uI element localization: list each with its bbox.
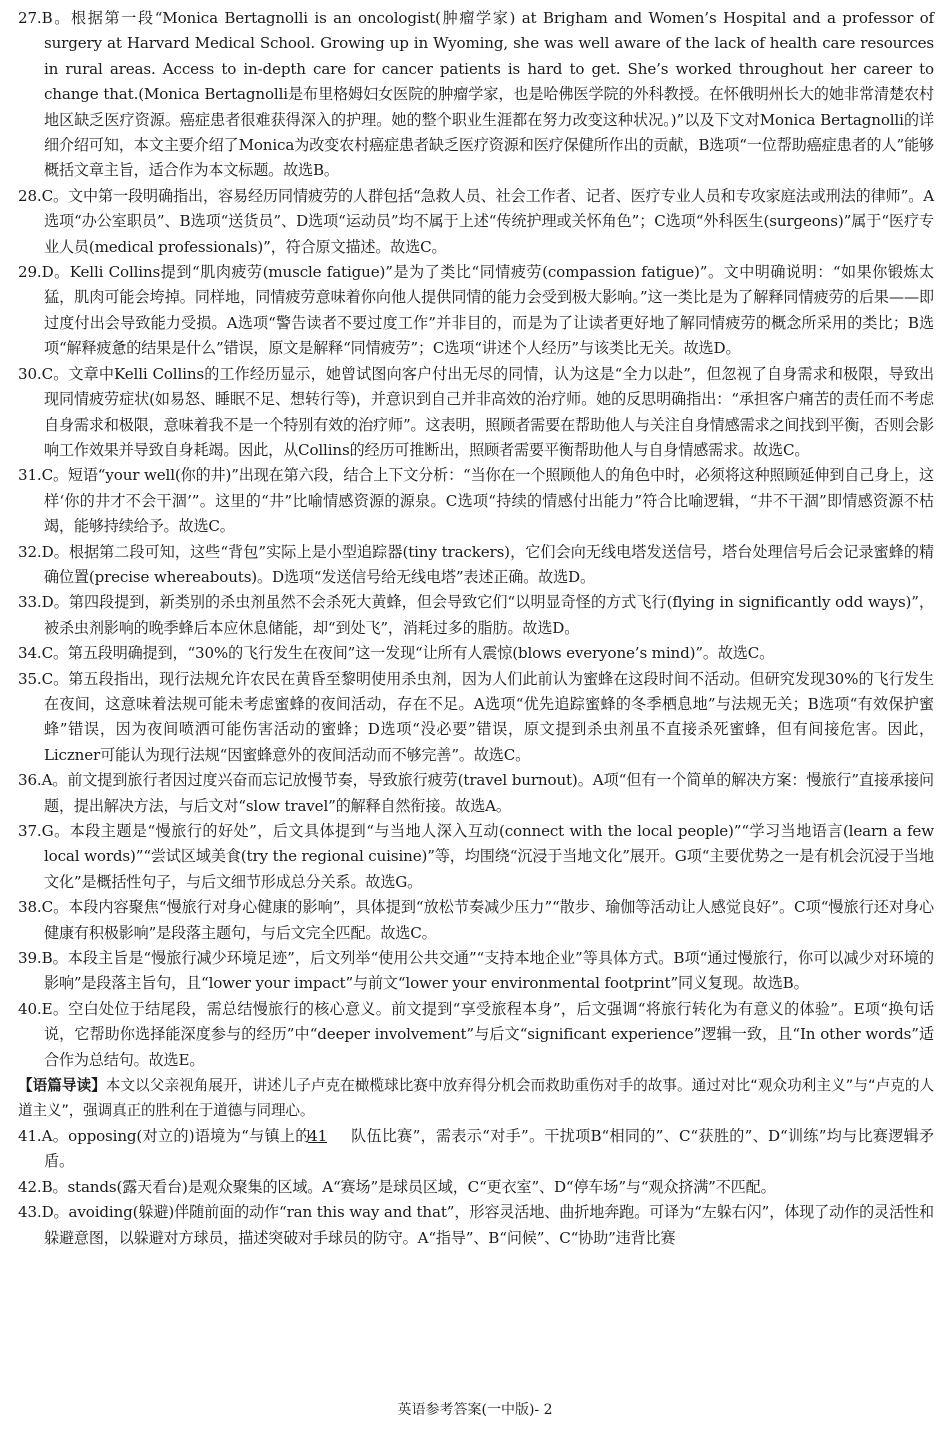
item-text: G。本段主题是“慢旅行的好处”，后文具体提到“与当地人深入互动(connect with the local people)”“学习当地语言(learn a few local words)”“尝试区域美食(try the regional cuisine)”等，均围绕“沉浸于当地文化”展开。G项“主要优势之一是有机会沉浸于当地文化”是概括性句子，与后文细节形成总分关系。故选G。: [41, 822, 934, 891]
answer-item: [18, 1124, 934, 1175]
item-number: 38.: [18, 898, 42, 917]
item-number: 29.: [18, 263, 42, 282]
item-number: 36.: [18, 771, 42, 790]
answer-item: [18, 6, 934, 184]
item-number: 35.: [18, 669, 42, 688]
answer-item: [18, 184, 934, 260]
item-text: B。根据第一段“Monica Bertagnolli is an oncologist(肿瘤学家) at Brigham and Women’s Hospital and a professor of surgery at Harvard Medical School. Growing up in Wyoming, she was well aware of the lack of health care resources in rural areas. Access to in-depth care for cancer patients is hard to get. She’s worked throughout her career to change that.(Monica Bertagnolli是布里格姆妇女医院的肿瘤学家，也是哈佛医学院的外科教授。在怀俄明州长大的她非常清楚农村地区缺乏医疗资源。癌症患者很难获得深入的护理。她的整个职业生涯都在努力改变这种状况。)”以及下文对Monica Bertagnolli的详细介绍可知，本文主要介绍了Monica为改变农村癌症患者缺乏医疗资源和医疗保健所作出的贡献，B选项“一位帮助癌症患者的人”能够概括文章主旨，适合作为本文标题。故选B。: [41, 9, 934, 180]
item-text: B。本段主旨是“慢旅行减少环境足迹”，后文列举“使用公共交通”“支持本地企业”等具体方式。B项“通过慢旅行，你可以减少对环境的影响”是段落主旨句，且“lower your impact”与前文“lower your environmental footprint”同义复现。故选B。: [41, 949, 934, 993]
guide-text: 本文以父亲视角展开，讲述儿子卢克在橄榄球比赛中放弃得分机会而救助重伤对手的故事。通过对比“观众功利主义”与“卢克的人道主义”，强调真正的胜利在于道德与同理心。: [18, 1077, 934, 1120]
answer-item: [18, 590, 934, 641]
item-number: 41.: [18, 1126, 42, 1145]
item-text: B。stands(露天看台)是观众聚集的区域。A“赛场”是球员区域，C“更衣室”、D“停车场”与“观众挤满”不匹配。: [41, 1177, 776, 1196]
answer-item: [18, 819, 934, 895]
item-number: 43.: [18, 1203, 42, 1222]
item-text: C。第五段明确提到，“30%的飞行发生在夜间”这一发现“让所有人震惊(blows everyone’s mind)”。故选C。: [41, 644, 775, 663]
item-text-pre: A。opposing(对立的)语境为“与镇上的: [41, 1126, 311, 1145]
item-number: 28.: [18, 186, 42, 205]
answer-item: [18, 1200, 934, 1251]
item-number: 30.: [18, 364, 42, 383]
answer-item: [18, 463, 934, 539]
item-number: 32.: [18, 542, 42, 561]
item-number: 31.: [18, 466, 42, 485]
answer-list: [18, 6, 934, 1251]
answer-item: [18, 641, 934, 666]
answer-item: [18, 1175, 934, 1200]
answer-item: [18, 768, 934, 819]
item-text: C。本段内容聚焦“慢旅行对身心健康的影响”，具体提到“放松节奏减少压力”“散步、瑜伽等活动让人感觉良好”。C项“慢旅行还对身心健康有积极影响”是段落主题句，与后文完全匹配。故选C。: [41, 898, 934, 942]
passage-guide: [18, 1073, 934, 1124]
item-text: C。短语“your well(你的井)”出现在第六段，结合上下文分析：“当你在一个照顾他人的角色中时，必须将这种照顾延伸到自己身上，这样‘你的井才不会干涸’”。这里的“井”比喻情感资源的源泉。C选项“持续的情感付出能力”符合比喻逻辑，“井不干涸”即情感资源不枯竭，能够持续给予。故选C。: [41, 466, 934, 536]
item-text: D。第四段提到，新类别的杀虫剂虽然不会杀死大黄蜂，但会导致它们“以明显奇怪的方式飞行(flying in significantly odd ways)”，被杀虫剂影响的晚季蜂后本应休息储能，却“到处飞”，消耗过多的脂肪。故选D。: [41, 593, 934, 637]
answer-item: [18, 895, 934, 946]
item-text: C。文中第一段明确指出，容易经历同情疲劳的人群包括“急救人员、社会工作者、记者、医疗专业人员和专攻家庭法或刑法的律师”。A选项“办公室职员”、B选项“送货员”、D选项“运动员”均不属于上述“传统护理或关怀角色”；C选项“外科医生(surgeons)”属于“医疗专业人员(medical professionals)”，符合原文描述。故选C。: [41, 186, 934, 256]
blank-number: 41: [308, 1126, 328, 1145]
item-text: C。第五段指出，现行法规允许农民在黄昏至黎明使用杀虫剂，因为人们此前认为蜜蜂在这段时间不活动。但研究发现30%的飞行发生在夜间，这意味着法规可能未考虑蜜蜂的夜间活动，存在不足。A选项“优先追踪蜜蜂的冬季栖息地”与法规无关；B选项“有效保护蜜蜂”错误，因为夜间喷洒可能伤害活动的蜜蜂；D选项“没必要”错误，原文提到杀虫剂虽不直接杀死蜜蜂，但有间接危害。因此，Liczner可能认为现行法规“因蜜蜂意外的夜间活动而不够完善”。故选C。: [41, 669, 934, 764]
item-number: 27.: [18, 9, 42, 27]
answer-item: [18, 667, 934, 769]
item-text-post: 队伍比赛”，需表示“对手”。干扰项B“相同的”、C“获胜的”、D“训练”均与比赛逻辑矛盾。: [44, 1126, 934, 1171]
item-text: D。根据第二段可知，这些“背包”实际上是小型追踪器(tiny trackers)，它们会向无线电塔发送信号，塔台处理信号后会记录蜜蜂的精确位置(precise whereabouts)。D选项“发送信号给无线电塔”表述正确。故选D。: [41, 542, 934, 586]
item-text: E。空白处位于结尾段，需总结慢旅行的核心意义。前文提到“享受旅程本身”，后文强调“将旅行转化为有意义的体验”。E项“换句话说，它帮助你选择能深度参与的经历”中“deeper involvement”与后文“significant experience”逻辑一致，且“In other words”适合作为总结句。故选E。: [41, 999, 934, 1069]
answer-item: [18, 362, 934, 464]
page-footer: 英语参考答案(一中版)- 2: [397, 1402, 553, 1418]
item-text: D。avoiding(躲避)伴随前面的动作“ran this way and that”，形容灵活地、曲折地奔跑。可译为“左躲右闪”，体现了动作的灵活性和躲避意图，以躲避对方球员，描述突破对手球员的防守。A“指导”、B“问候”、C“协助”违背比赛: [41, 1203, 934, 1247]
item-number: 39.: [18, 949, 42, 968]
item-number: 40.: [18, 999, 42, 1018]
answer-item: [18, 260, 934, 362]
answer-item: [18, 540, 934, 591]
answer-item: [18, 997, 934, 1073]
guide-tag: 【语篇导读】: [18, 1077, 106, 1095]
item-number: 33.: [18, 593, 42, 612]
item-number: 37.: [18, 822, 42, 840]
item-number: 42.: [18, 1177, 42, 1196]
item-number: 34.: [18, 644, 42, 663]
answer-item: [18, 946, 934, 997]
item-text: A。前文提到旅行者因过度兴奋而忘记放慢节奏，导致旅行疲劳(travel burnout)。A项“但有一个简单的解决方案：慢旅行”直接承接问题，提出解决方法，与后文对“slow travel”的解释自然衔接。故选A。: [41, 771, 934, 815]
item-text: D。Kelli Collins提到“肌肉疲劳(muscle fatigue)”是为了类比“同情疲劳(compassion fatigue)”。文中明确说明：“如果你锻炼太猛，肌肉可能会垮掉。同样地，同情疲劳意味着你向他人提供同情的能力会受到极大影响。”这一类比是为了解释同情疲劳的后果——即过度付出会导致能力受损。A选项“警告读者不要过度工作”并非目的，而是为了让读者更好地了解同情疲劳的概念所采用的类比；B选项“解释疲惫的结果是什么”错误，原文是解释“同情疲劳”；C选项“讲述个人经历”与该类比无关。故选D。: [41, 263, 934, 358]
item-text: C。文章中Kelli Collins的工作经历显示，她曾试图向客户付出无尽的同情，认为这是“全力以赴”，但忽视了自身需求和极限，导致出现同情疲劳症状(如易怒、睡眠不足、想转行等)，并意识到自己并非高效的治疗师。她的反思明确指出：“承担客户痛苦的责任而不考虑自身需求和极限，意味着我不是一个特别有效的治疗师”。这表明，照顾者需要在帮助他人与关注自身情感需求之间找到平衡，否则会影响工作效果并导致自身耗竭。因此，从Collins的经历可推断出，照顾者需要平衡帮助他人与自身情感需求。故选C。: [41, 364, 934, 459]
